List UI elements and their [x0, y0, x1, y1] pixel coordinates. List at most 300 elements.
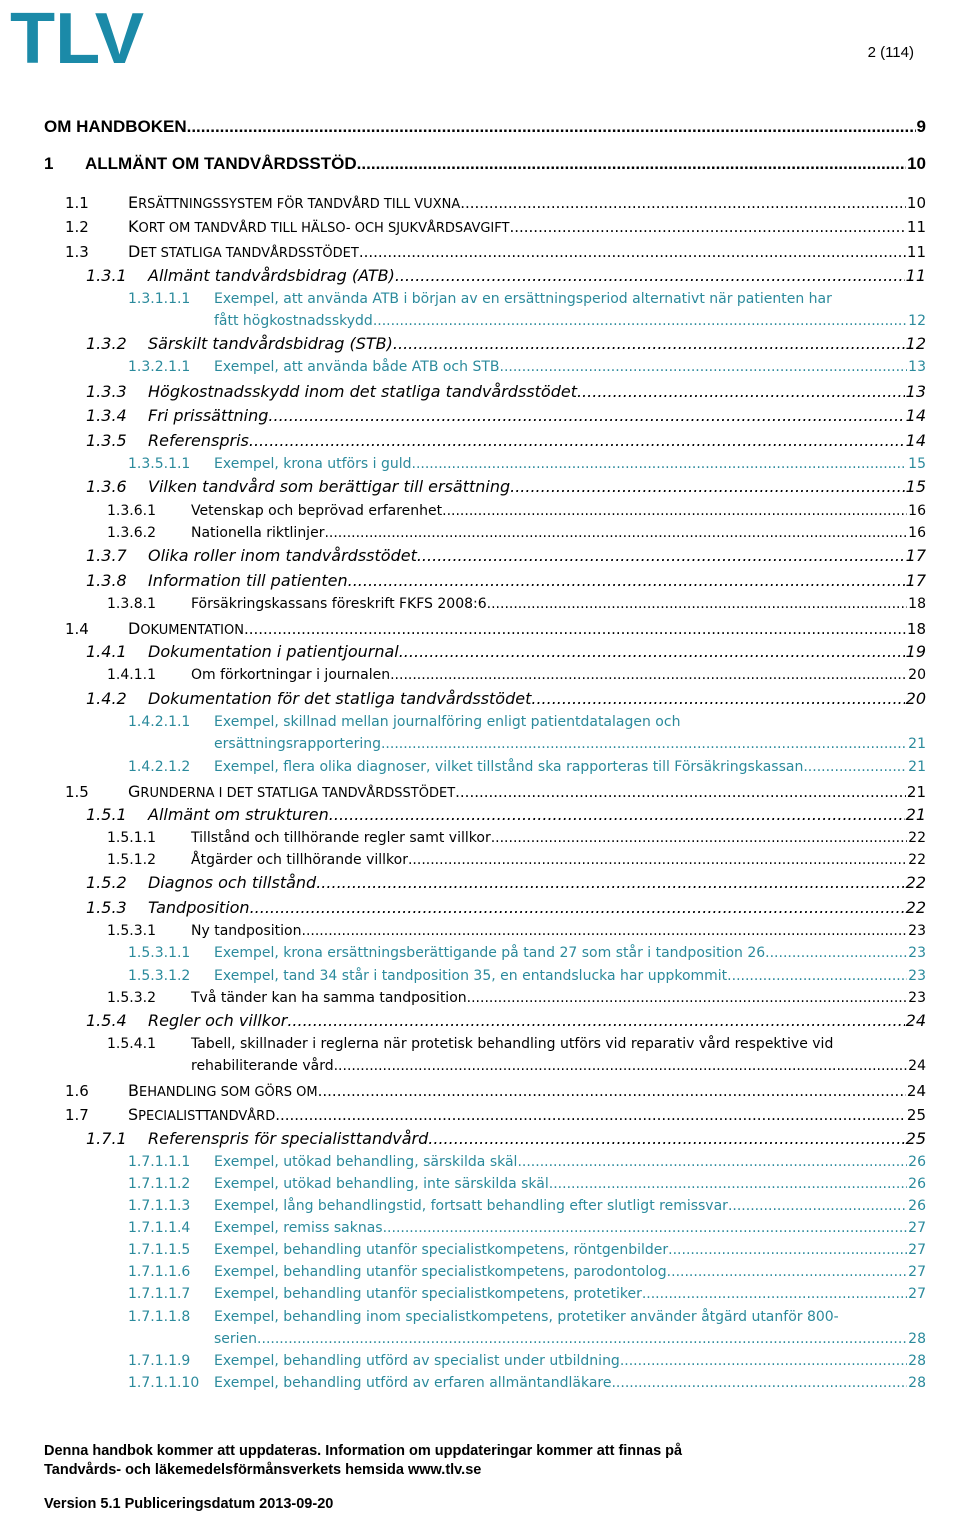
toc-entry-number: 1.5.1.1 — [107, 830, 156, 846]
toc-title-text: Exempel, utökad behandling, särskilda skäl — [214, 1154, 518, 1170]
page-number: 2 (114) — [867, 44, 914, 61]
toc-entry[interactable] — [65, 619, 926, 638]
dot-leader — [620, 1353, 907, 1369]
toc-entry[interactable] — [86, 266, 926, 285]
toc-title-text: Exempel, behandling utanför specialistkompetens, protetiker — [214, 1286, 642, 1302]
toc-title-text: EHANDLING SOM GÖRS OM — [138, 1085, 318, 1100]
toc-entry-title — [191, 525, 324, 541]
dot-leader — [509, 218, 905, 236]
toc-entry-title — [214, 1353, 620, 1369]
toc-entry-title — [191, 503, 442, 519]
toc-entry[interactable] — [128, 1176, 926, 1192]
dot-leader — [329, 805, 905, 824]
toc-entry[interactable] — [65, 242, 926, 261]
toc-entry-title-continued: ersättningsrapportering — [214, 736, 381, 752]
toc-title-initial: D — [128, 242, 141, 261]
toc-title-text: ORT OM TANDVÅRD TILL HÄLSO- OCH SJUKVÅRDSAVGIFT — [138, 221, 510, 236]
toc-entry-page: 28 — [908, 1375, 926, 1391]
dot-leader — [460, 194, 906, 212]
toc-entry-page: 18 — [908, 596, 926, 612]
toc-entry-title — [148, 1011, 287, 1030]
toc-entry-page: 23 — [908, 968, 926, 984]
toc-title-initial: D — [128, 619, 141, 638]
toc-entry-title — [148, 382, 577, 401]
toc-entry[interactable] — [86, 873, 926, 892]
toc-entry-page: 27 — [908, 1242, 926, 1258]
toc-entry-page: 23 — [908, 945, 926, 961]
dot-leader — [383, 1220, 908, 1236]
toc-entry-title — [214, 359, 500, 375]
toc-title-text: Regler och villkor — [148, 1011, 288, 1030]
toc-entry[interactable] — [65, 782, 926, 801]
toc-entry[interactable] — [65, 1105, 926, 1124]
toc-entry-page: 21 — [905, 805, 926, 824]
toc-entry-number: 1.4.2.1.1 — [128, 714, 191, 730]
toc-entry-number: 1.7.1.1.1 — [128, 1154, 191, 1170]
dot-leader — [491, 830, 907, 846]
toc-title-text: Exempel, krona utförs i guld — [214, 456, 412, 472]
toc-entry-title: Exempel, att använda ATB i början av en ersättningsperiod alternativt när patienten har — [214, 291, 832, 307]
dot-leader — [808, 759, 907, 775]
toc-title-text: PECIALISTTANDVÅRD — [138, 1109, 276, 1124]
dot-leader — [442, 503, 907, 519]
toc-entry-title — [191, 923, 302, 939]
toc-entry-title — [148, 571, 348, 590]
toc-entry-number: 1.3.4 — [86, 406, 127, 425]
toc-entry[interactable] — [128, 456, 926, 472]
toc-entry-number: 1.3.2.1.1 — [128, 359, 191, 375]
toc-entry-title — [85, 154, 357, 174]
toc-entry-page: 11 — [905, 266, 926, 285]
toc-title-text: Exempel, behandling utanför specialistkompetens, röntgenbilder — [214, 1242, 669, 1258]
toc-title-text: Exempel, flera olika diagnoser, vilket tillstånd ska rapporteras till Försäkringskassan. — [214, 759, 808, 775]
toc-entry-page: 20 — [908, 667, 926, 683]
toc-title-text: Vetenskap och beprövad erfarenhet — [191, 503, 443, 519]
toc-entry-page: 25 — [906, 1106, 926, 1124]
toc-entry[interactable] — [128, 1353, 926, 1369]
toc-entry-page: 12 — [908, 313, 926, 329]
toc-entry-page: 11 — [906, 243, 926, 261]
dot-leader — [390, 667, 907, 683]
toc-entry-title — [214, 1176, 549, 1192]
toc-entry-title — [148, 334, 393, 353]
toc-entry-page: 22 — [908, 830, 926, 846]
toc-entry-number: 1.7.1.1.7 — [128, 1286, 191, 1302]
toc-entry-page: 27 — [908, 1264, 926, 1280]
toc-entry-number: 1.3.1.1.1 — [128, 291, 191, 307]
dot-leader — [316, 873, 904, 892]
toc-entry-number: 1.5.4.1 — [107, 1036, 156, 1052]
toc-entry-title — [214, 1286, 642, 1302]
toc-entry-title — [148, 266, 395, 285]
toc-entry-first-line[interactable] — [128, 291, 832, 307]
toc-entry-first-line[interactable] — [128, 714, 680, 730]
toc-entry-page: 26 — [908, 1176, 926, 1192]
dot-leader — [667, 1264, 908, 1280]
toc-entry-title-continued: rehabiliterande vård — [191, 1058, 334, 1074]
toc-entry-number: 1.3.3 — [86, 382, 127, 401]
toc-entry-page: 26 — [908, 1198, 926, 1214]
toc-entry[interactable] — [86, 805, 926, 824]
toc-title-text: Ny tandposition — [191, 923, 302, 939]
toc-entry-number: 1.2 — [65, 218, 89, 236]
toc-entry[interactable] — [86, 1129, 926, 1148]
toc-entry-title — [128, 242, 359, 261]
dot-leader — [642, 1286, 907, 1302]
toc-entry-page: 22 — [905, 898, 926, 917]
dot-leader — [428, 1129, 904, 1148]
toc-entry-title — [148, 689, 531, 708]
dot-leader — [668, 1242, 907, 1258]
toc-entry[interactable] — [214, 1331, 926, 1347]
toc-entry-number: 1.5.3.1.2 — [128, 968, 191, 984]
toc-entry-page: 21 — [908, 736, 926, 752]
toc-title-initial: G — [128, 782, 141, 801]
toc-entry-number: 1.5.1 — [86, 805, 127, 824]
toc-title-text: Exempel, behandling utanför specialistkompetens, parodontolog — [214, 1264, 667, 1280]
dot-leader — [577, 382, 905, 401]
update-notice-line-2: Tandvårds- och läkemedelsförmånsverkets hemsida www.tlv.se — [44, 1462, 482, 1478]
toc-entry-title — [148, 546, 417, 565]
toc-entry[interactable] — [86, 642, 926, 661]
toc-entry[interactable] — [107, 852, 926, 868]
toc-entry[interactable] — [128, 759, 926, 775]
toc-entry-number: 1.5.2 — [86, 873, 127, 892]
dot-leader — [467, 990, 908, 1006]
toc-entry-title — [214, 1154, 517, 1170]
toc-entry-number: 1.4 — [65, 620, 89, 638]
toc-entry[interactable] — [86, 406, 926, 425]
toc-title-text: Exempel, lång behandlingstid, fortsatt behandling efter slutligt remissvar — [214, 1198, 728, 1214]
toc-title-text: Diagnos och tillstånd — [148, 873, 317, 892]
dot-leader — [359, 243, 906, 261]
dot-leader — [393, 334, 905, 353]
toc-entry-title: Exempel, behandling inom specialistkompetens, protetiker använder åtgärd utanför 800- — [214, 1309, 839, 1325]
toc-title-text: Åtgärder och tillhörande villkor — [191, 852, 408, 868]
dot-leader — [491, 596, 907, 612]
toc-entry[interactable] — [65, 217, 926, 236]
dot-leader — [395, 266, 905, 285]
toc-entry[interactable] — [86, 431, 926, 450]
toc-entry-page: 18 — [906, 620, 926, 638]
toc-entry-page: 21 — [906, 783, 926, 801]
toc-entry[interactable] — [107, 667, 926, 683]
toc-entry-number: 1.3.2 — [86, 334, 127, 353]
dot-leader — [500, 359, 908, 375]
toc-entry-number: 1.3.5 — [86, 431, 127, 450]
dot-leader — [399, 642, 905, 661]
toc-entry-title — [214, 1375, 611, 1391]
toc-title-text: Nationella riktlinjer — [191, 525, 325, 541]
toc-entry-title — [128, 782, 455, 801]
toc-entry-title — [214, 1242, 668, 1258]
dot-leader — [510, 477, 905, 496]
toc-entry-number: 1.5.3.2 — [107, 990, 156, 1006]
toc-entry[interactable] — [128, 1375, 926, 1391]
dot-leader — [531, 689, 904, 708]
toc-entry-title — [214, 1264, 667, 1280]
toc-title-text: Allmänt om strukturen — [148, 805, 329, 824]
toc-entry-page: 27 — [908, 1286, 926, 1302]
toc-entry-title — [191, 667, 390, 683]
toc-entry-page: 26 — [908, 1154, 926, 1170]
toc-entry-title — [128, 1105, 275, 1124]
toc-entry-page: 24 — [908, 1058, 926, 1074]
toc-entry-title — [44, 117, 187, 137]
toc-entry[interactable] — [86, 689, 926, 708]
toc-title-initial: B — [128, 1081, 139, 1100]
dot-leader — [417, 546, 905, 565]
toc-title-text: RSÄTTNINGSSYSTEM FÖR TANDVÅRD TILL VUXNA — [138, 197, 461, 212]
toc-entry-number: 1.7.1.1.5 — [128, 1242, 191, 1258]
toc-title-initial: K — [128, 217, 139, 236]
toc-entry[interactable] — [44, 117, 926, 137]
dot-leader — [728, 1198, 907, 1214]
dot-leader — [249, 431, 905, 450]
dot-leader — [250, 898, 905, 917]
toc-entry-number: 1.7.1.1.9 — [128, 1353, 191, 1369]
toc-title-text: OM HANDBOKEN — [44, 117, 187, 136]
dot-leader — [517, 1154, 907, 1170]
toc-title-text: Dokumentation för det statliga tandvårdsstödet — [148, 689, 532, 708]
toc-title-text: Exempel, behandling utförd av specialist under utbildning — [214, 1353, 620, 1369]
toc-entry[interactable] — [65, 1081, 926, 1100]
toc-entry-page: 21 — [908, 759, 926, 775]
toc-entry-page: 19 — [905, 642, 926, 661]
toc-entry-number: 1.7.1.1.3 — [128, 1198, 191, 1214]
toc-entry-page: 25 — [905, 1129, 926, 1148]
toc-entry-number: 1.3.6 — [86, 477, 127, 496]
toc-entry-title: Tabell, skillnader i reglerna när protetisk behandling utförs vid reparativ vård respektive vid — [191, 1036, 834, 1052]
toc-entry-title — [148, 1129, 428, 1148]
toc-entry-title — [214, 456, 412, 472]
toc-title-text: Om förkortningar i journalen — [191, 667, 391, 683]
update-notice-line-1: Denna handbok kommer att uppdateras. Information om uppdateringar kommer att finnas på — [44, 1443, 683, 1459]
toc-entry[interactable] — [128, 359, 926, 375]
toc-entry[interactable] — [86, 334, 926, 353]
dot-leader — [187, 117, 916, 137]
toc-title-text: Referenspris för specialisttandvård — [148, 1129, 429, 1148]
toc-entry-number: 1.5.3.1.1 — [128, 945, 191, 961]
toc-entry[interactable] — [107, 923, 926, 939]
toc-entry-title — [128, 619, 244, 638]
dot-leader — [268, 406, 904, 425]
dot-leader — [455, 783, 906, 801]
toc-entry[interactable] — [128, 968, 926, 984]
toc-entry-first-line[interactable] — [128, 1309, 839, 1325]
toc-title-text: Exempel, behandling utförd av erfaren allmäntandläkare — [214, 1375, 612, 1391]
toc-title-text: Exempel, krona ersättningsberättigande på tand 27 som står i tandposition 26 — [214, 945, 766, 961]
toc-entry-page: 24 — [906, 1082, 926, 1100]
toc-entry-page: 15 — [905, 477, 926, 496]
toc-title-text: Högkostnadsskydd inom det statliga tandvårdsstödet — [148, 382, 577, 401]
toc-entry-title-continued: serien — [214, 1331, 258, 1347]
toc-entry[interactable] — [214, 313, 926, 329]
toc-entry-first-line[interactable] — [107, 1036, 833, 1052]
toc-entry-page: 11 — [906, 218, 926, 236]
toc-entry[interactable] — [128, 1286, 926, 1302]
toc-entry-number: 1.3.8 — [86, 571, 127, 590]
toc-entry-title — [148, 873, 316, 892]
toc-title-text: Dokumentation i patientjournal — [148, 642, 399, 661]
toc-entry-number: 1 — [44, 154, 54, 173]
toc-entry-number: 1.4.1 — [86, 642, 127, 661]
toc-entry-title — [214, 759, 808, 775]
toc-entry-page: 10 — [906, 194, 926, 212]
toc-title-text: Information till patienten — [148, 571, 348, 590]
toc-entry-page: 14 — [905, 431, 926, 450]
toc-entry-page: 10 — [907, 154, 926, 173]
toc-entry-number: 1.7.1.1.8 — [128, 1309, 191, 1325]
toc-entry-number: 1.7 — [65, 1106, 89, 1124]
version-info: Version 5.1 Publiceringsdatum 2013-09-20 — [44, 1496, 334, 1512]
toc-entry-title — [128, 193, 460, 212]
toc-title-text: Tillstånd och tillhörande regler samt villkor — [191, 830, 491, 846]
toc-entry-page: 22 — [908, 852, 926, 868]
toc-title-text: Exempel, att använda både ATB och STB — [214, 359, 500, 375]
dot-leader — [348, 571, 905, 590]
toc-entry-number: 1.3.7 — [86, 546, 127, 565]
dot-leader — [408, 852, 907, 868]
toc-entry-number: 1.3.1 — [86, 266, 127, 285]
toc-entry-page: 16 — [908, 525, 926, 541]
toc-entry[interactable] — [128, 1220, 926, 1236]
toc-entry[interactable] — [86, 1011, 926, 1030]
toc-entry[interactable] — [86, 477, 926, 496]
toc-entry-number: 1.4.2 — [86, 689, 127, 708]
toc-entry-number: 1.5.4 — [86, 1011, 127, 1030]
toc-entry[interactable] — [128, 1242, 926, 1258]
toc-entry[interactable] — [86, 382, 926, 401]
dot-leader — [324, 525, 907, 541]
toc-entry-page: 9 — [916, 117, 926, 136]
toc-entry-page: 14 — [905, 406, 926, 425]
toc-entry-page: 12 — [905, 334, 926, 353]
toc-entry-title — [214, 1220, 383, 1236]
toc-entry-number: 1.5.1.2 — [107, 852, 156, 868]
toc-title-text: OKUMENTATION — [140, 623, 244, 638]
toc-entry-page: 20 — [905, 689, 926, 708]
toc-title-text: ET STATLIGA TANDVÅRDSSTÖDET — [140, 246, 359, 261]
toc-entry[interactable] — [44, 154, 926, 174]
toc-entry-number: 1.4.2.1.2 — [128, 759, 191, 775]
toc-entry-title — [191, 852, 408, 868]
toc-entry-page: 16 — [908, 503, 926, 519]
toc-entry-page: 17 — [905, 571, 926, 590]
toc-entry-page: 23 — [908, 990, 926, 1006]
dot-leader — [275, 1106, 906, 1124]
dot-leader — [287, 1011, 904, 1030]
toc-entry-page: 28 — [908, 1353, 926, 1369]
toc-entry-number: 1.3.6.2 — [107, 525, 156, 541]
toc-entry-title — [148, 431, 249, 450]
toc-entry-number: 1.7.1 — [86, 1129, 127, 1148]
toc-title-text: Fri prissättning — [148, 406, 269, 425]
toc-entry-title — [148, 898, 250, 917]
logo-text: TLV — [10, 8, 144, 66]
toc-entry-number: 1.5 — [65, 783, 89, 801]
toc-entry[interactable] — [128, 1154, 926, 1170]
toc-entry-number: 1.5.3.1 — [107, 923, 156, 939]
toc-title-initial: E — [128, 193, 139, 212]
toc-entry-title — [128, 217, 509, 236]
toc-title-text: Exempel, tand 34 står i tandposition 35, en entandslucka har uppkommit — [214, 968, 728, 984]
toc-entry[interactable] — [86, 546, 926, 565]
toc-entry-number: 1.7.1.1.6 — [128, 1264, 191, 1280]
toc-entry-title — [148, 805, 329, 824]
dot-leader — [302, 923, 908, 939]
dot-leader — [765, 945, 907, 961]
toc-entry-number: 1.3 — [65, 243, 89, 261]
toc-entry[interactable] — [65, 193, 926, 212]
toc-entry-number: 1.7.1.1.2 — [128, 1176, 191, 1192]
toc-entry-number: 1.3.5.1.1 — [128, 456, 191, 472]
dot-leader — [244, 620, 906, 638]
toc-entry[interactable] — [107, 596, 926, 612]
toc-title-text: Olika roller inom tandvårdsstödet — [148, 546, 417, 565]
toc-title-text: ALLMÄNT OM TANDVÅRDSSTÖD — [85, 154, 357, 173]
toc-entry[interactable] — [128, 1264, 926, 1280]
toc-entry-title-continued: fått högkostnadsskydd — [214, 313, 373, 329]
toc-entry[interactable] — [128, 1198, 926, 1214]
toc-entry-title — [148, 477, 510, 496]
toc-entry[interactable] — [107, 830, 926, 846]
toc-entry-page: 23 — [908, 923, 926, 939]
toc-entry-page: 22 — [905, 873, 926, 892]
toc-entry[interactable] — [86, 571, 926, 590]
toc-entry[interactable] — [107, 503, 926, 519]
dot-leader — [257, 1331, 907, 1347]
toc-title-text: Exempel, utökad behandling, inte särskilda skäl — [214, 1176, 549, 1192]
toc-entry-title — [214, 945, 765, 961]
toc-title-text: Två tänder kan ha samma tandposition — [191, 990, 467, 1006]
toc-entry-title: Exempel, skillnad mellan journalföring enligt patientdatalagen och — [214, 714, 681, 730]
toc-title-text: Exempel, remiss saknas — [214, 1220, 383, 1236]
toc-title-text: Tandposition — [148, 898, 250, 917]
toc-entry-title — [191, 596, 491, 612]
dot-leader — [611, 1375, 907, 1391]
toc-entry-page: 28 — [908, 1331, 926, 1347]
toc-entry[interactable] — [128, 945, 926, 961]
toc-entry[interactable] — [107, 525, 926, 541]
toc-entry[interactable] — [86, 898, 926, 917]
toc-entry-number: 1.3.6.1 — [107, 503, 156, 519]
toc-entry-number: 1.7.1.1.4 — [128, 1220, 191, 1236]
dot-leader — [412, 456, 908, 472]
toc-entry-page: 13 — [905, 382, 926, 401]
toc-title-text: RUNDERNA I DET STATLIGA TANDVÅRDSSTÖDET — [140, 786, 456, 801]
toc-entry[interactable] — [191, 1058, 926, 1074]
toc-entry-page: 27 — [908, 1220, 926, 1236]
toc-entry-title — [128, 1081, 318, 1100]
dot-leader — [549, 1176, 907, 1192]
toc-entry-title — [148, 642, 399, 661]
toc-entry-number: 1.3.8.1 — [107, 596, 156, 612]
toc-entry-title — [148, 406, 268, 425]
dot-leader — [318, 1082, 906, 1100]
toc-title-text: Allmänt tandvårdsbidrag (ATB) — [148, 266, 395, 285]
toc-entry-page: 24 — [905, 1011, 926, 1030]
toc-title-text: Referenspris — [148, 431, 249, 450]
toc-entry-number: 1.1 — [65, 194, 89, 212]
toc-entry[interactable] — [214, 736, 926, 752]
dot-leader — [334, 1058, 908, 1074]
toc-entry-title — [191, 990, 467, 1006]
dot-leader — [373, 313, 907, 329]
toc-entry-number: 1.7.1.1.10 — [128, 1375, 200, 1391]
dot-leader — [381, 736, 907, 752]
toc-entry[interactable] — [107, 990, 926, 1006]
